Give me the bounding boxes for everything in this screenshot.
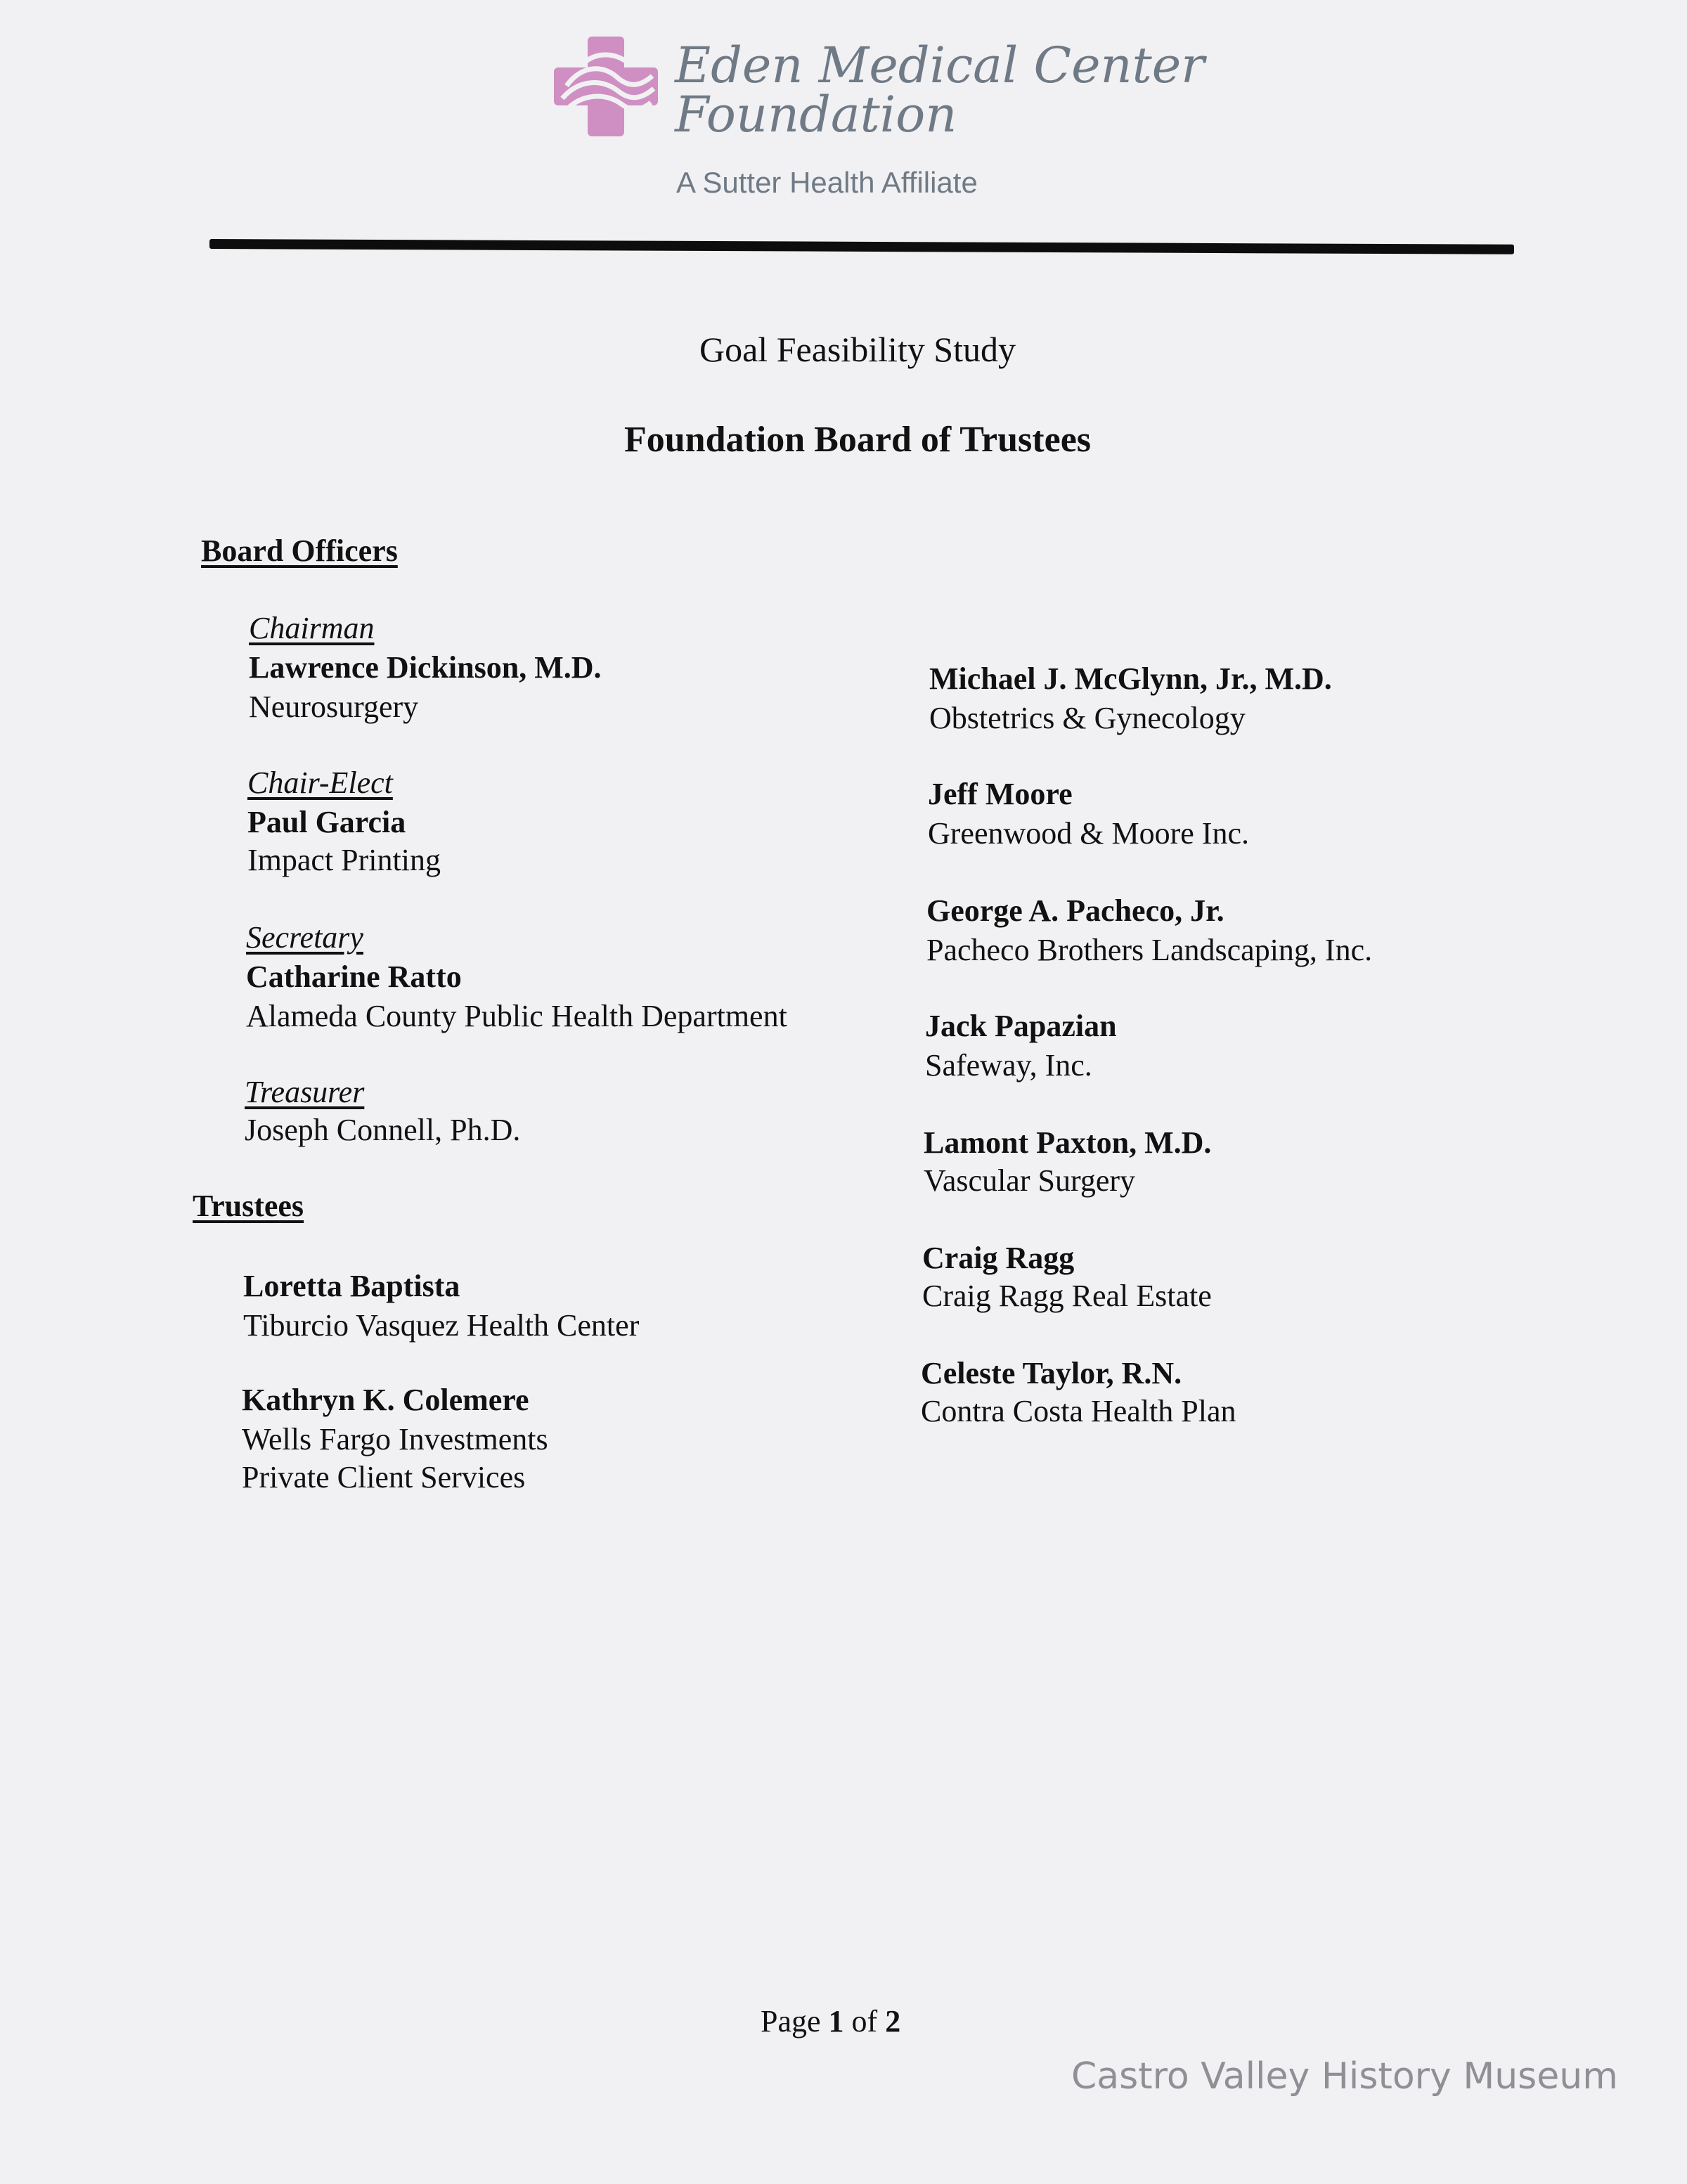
trustee-name-moore: Jeff Moore (928, 777, 1073, 811)
officer-affiliation-secretary: Alameda County Public Health Department (246, 999, 787, 1033)
trustees-heading: Trustees (193, 1189, 304, 1223)
eden-sutter-logo-icon (554, 37, 658, 136)
affiliate-tagline: A Sutter Health Affiliate (676, 166, 978, 199)
org-name-line2: Foundation (675, 86, 957, 143)
page-total: 2 (885, 2004, 901, 2038)
trustee-name-colemere: Kathryn K. Colemere (242, 1383, 529, 1417)
trustee-affiliation-colemere: Wells Fargo Investments (242, 1422, 548, 1456)
trustee-affiliation-taylor: Contra Costa Health Plan (921, 1394, 1236, 1428)
officer-affiliation-chairman: Neurosurgery (249, 690, 419, 724)
officer-name-treasurer: Joseph Connell, Ph.D. (245, 1113, 521, 1147)
trustee-name-ragg: Craig Ragg (922, 1241, 1075, 1275)
trustee-affiliation-mcglynn: Obstetrics & Gynecology (929, 701, 1246, 735)
officer-role-secretary: Secretary (246, 920, 363, 955)
officer-name-chairman: Lawrence Dickinson, M.D. (249, 650, 602, 685)
board-officers-heading: Board Officers (201, 534, 398, 568)
trustee-affiliation-moore: Greenwood & Moore Inc. (928, 816, 1249, 851)
officer-role-chairman: Chairman (249, 611, 375, 645)
museum-watermark: Castro Valley History Museum (1071, 2055, 1618, 2098)
trustee-affiliation-paxton: Vascular Surgery (924, 1163, 1135, 1198)
page-number (761, 2003, 900, 2039)
officer-name-chair-elect: Paul Garcia (247, 805, 406, 839)
trustee-name-baptista: Loretta Baptista (243, 1269, 460, 1303)
trustee-affiliation-ragg: Craig Ragg Real Estate (922, 1279, 1212, 1313)
document-title: Foundation Board of Trustees (623, 420, 1092, 460)
page-current: 1 (828, 2004, 844, 2038)
trustee-name-pacheco: George A. Pacheco, Jr. (926, 893, 1224, 928)
trustee-name-taylor: Celeste Taylor, R.N. (921, 1356, 1182, 1390)
org-name-line1: Eden Medical Center (675, 37, 1205, 94)
trustee-name-papazian: Jack Papazian (925, 1009, 1117, 1043)
trustee-affiliation2-colemere: Private Client Services (242, 1460, 526, 1494)
trustee-name-mcglynn: Michael J. McGlynn, Jr., M.D. (929, 661, 1332, 696)
officer-role-treasurer: Treasurer (245, 1075, 365, 1109)
officer-name-secretary: Catharine Ratto (246, 959, 462, 994)
letterhead-divider (209, 239, 1514, 254)
page-of: of (851, 2004, 878, 2038)
document-subtitle: Goal Feasibility Study (699, 330, 1016, 369)
officer-role-chair-elect: Chair-Elect (247, 765, 393, 800)
trustee-affiliation-baptista: Tiburcio Vasquez Health Center (243, 1308, 640, 1343)
trustee-affiliation-pacheco: Pacheco Brothers Landscaping, Inc. (926, 933, 1373, 967)
trustee-affiliation-papazian: Safeway, Inc. (925, 1048, 1092, 1083)
officer-affiliation-chair-elect: Impact Printing (247, 843, 441, 877)
page-label: Page (761, 2004, 821, 2038)
trustee-name-paxton: Lamont Paxton, M.D. (924, 1125, 1212, 1160)
